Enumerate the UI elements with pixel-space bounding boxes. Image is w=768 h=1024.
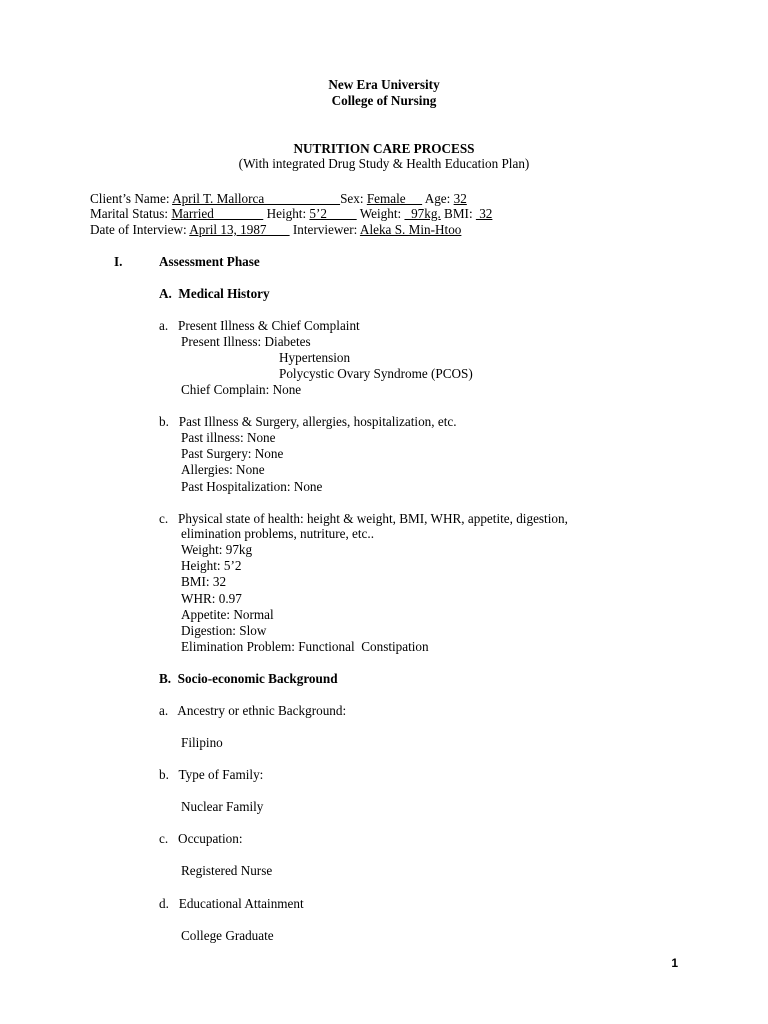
interviewer-value: Aleka S. Min-Htoo <box>359 222 462 237</box>
weight-label: Weight: <box>356 206 405 221</box>
interview-date-value: April 13, 1987 <box>189 222 290 237</box>
phase-number: I. <box>114 254 123 269</box>
chief-complaint-text: Chief Complain: None <box>181 382 302 397</box>
whr-text: WHR: 0.97 <box>181 591 242 606</box>
phase-heading: Assessment Phase <box>159 254 260 269</box>
family-type-value: Nuclear Family <box>181 799 264 814</box>
item-family-type: b. Type of Family: <box>159 767 264 782</box>
height-value: 5’2 <box>309 206 357 221</box>
item-physical-state: c. Physical state of health: height & weight, BMI, WHR, appetite, digestion, <box>159 511 568 526</box>
client-name-label: Client’s Name: <box>90 191 173 206</box>
document-subtitle: (With integrated Drug Study & Health Education Plan) <box>238 156 530 171</box>
socio-economic-heading: B. Socio-economic Background <box>159 671 338 686</box>
past-surgery-text: Past Surgery: None <box>181 446 284 461</box>
medical-history-heading: A. Medical History <box>159 286 270 301</box>
item-education: d. Educational Attainment <box>159 896 304 911</box>
college-name: College of Nursing <box>331 93 437 108</box>
present-illness-text: Present Illness: Diabetes <box>181 334 311 349</box>
document-title: NUTRITION CARE PROCESS <box>293 141 475 156</box>
interview-line <box>90 222 461 238</box>
physical-state-continued: elimination problems, nutriture, etc.. <box>181 526 375 541</box>
hypertension-text: Hypertension <box>279 350 351 365</box>
digestion-text: Digestion: Slow <box>181 623 267 638</box>
item-ancestry: a. Ancestry or ethnic Background: <box>159 703 347 718</box>
marital-value: Married <box>171 206 264 221</box>
university-name: New Era University <box>328 77 440 92</box>
item-past-illness: b. Past Illness & Surgery, allergies, hospitalization, etc. <box>159 414 457 429</box>
elimination-text: Elimination Problem: Functional Constipation <box>181 639 429 654</box>
occupation-value: Registered Nurse <box>181 863 273 878</box>
age-label: Age: <box>422 191 454 206</box>
age-value: 32 <box>453 191 467 206</box>
sex-value: Female <box>366 191 423 206</box>
bmi-label: BMI: <box>440 206 476 221</box>
interviewer-label: Interviewer: <box>289 222 360 237</box>
allergies-text: Allergies: None <box>181 462 265 477</box>
past-hospitalization-text: Past Hospitalization: None <box>181 479 323 494</box>
bmi-text: BMI: 32 <box>181 574 227 589</box>
item-present-illness: a. Present Illness & Chief Complaint <box>159 318 360 333</box>
ancestry-value: Filipino <box>181 735 223 750</box>
appetite-text: Appetite: Normal <box>181 607 274 622</box>
education-value: College Graduate <box>181 928 274 943</box>
height-text: Height: 5’2 <box>181 558 242 573</box>
height-label: Height: <box>263 206 310 221</box>
interview-date-label: Date of Interview: <box>90 222 190 237</box>
pcos-text: Polycystic Ovary Syndrome (PCOS) <box>279 366 473 381</box>
client-name-value: April T. Mallorca <box>172 191 341 206</box>
past-illness-text: Past illness: None <box>181 430 276 445</box>
weight-text: Weight: 97kg <box>181 542 253 557</box>
marital-line <box>90 206 492 222</box>
page-number: 1 <box>671 956 678 970</box>
sex-label: Sex: <box>340 191 367 206</box>
item-occupation: c. Occupation: <box>159 831 243 846</box>
client-name-line <box>90 191 467 207</box>
weight-value: 97kg. <box>404 206 441 221</box>
marital-label: Marital Status: <box>90 206 172 221</box>
bmi-value: 32 <box>475 206 493 221</box>
